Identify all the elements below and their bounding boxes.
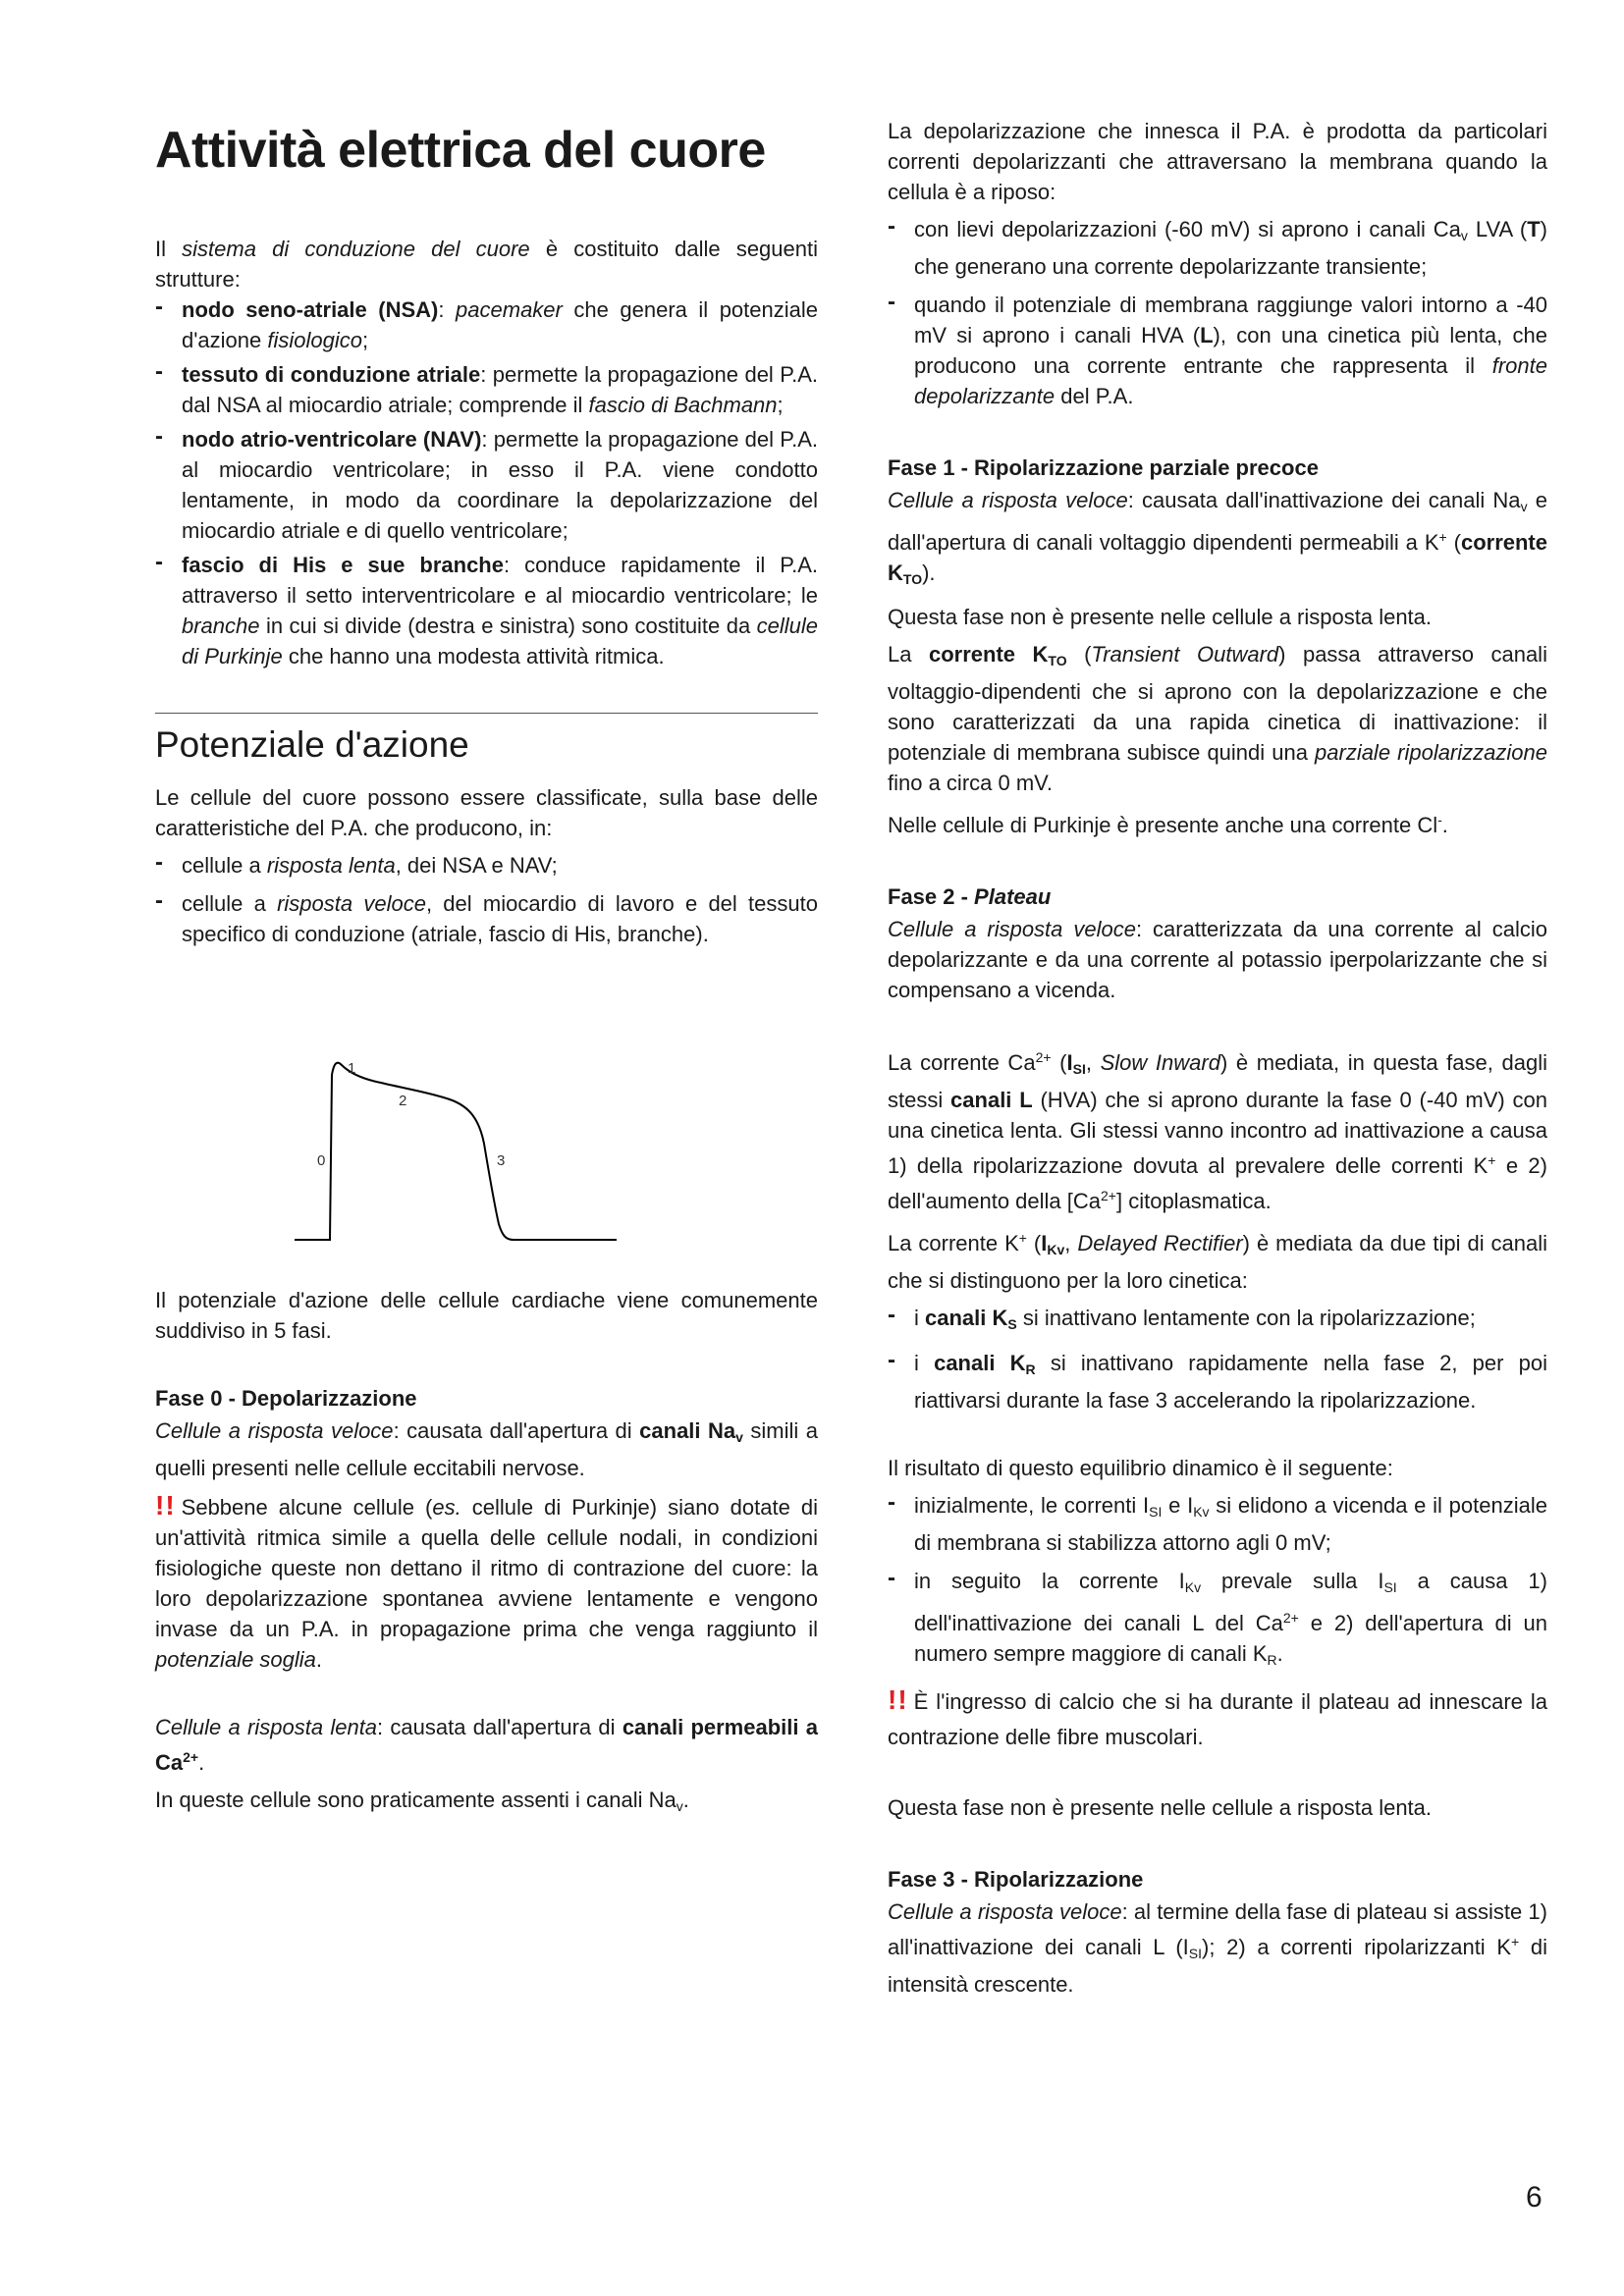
- phase-0-fast: Cellule a risposta veloce: causata dall'apertura di canali $Na_v$ simili a quelli presenti nelle cellule eccitabili nervose.: [155, 1418, 818, 1480]
- phase-label-0: 0: [317, 1152, 326, 1169]
- phase-1-fast: Cellule a risposta veloce: causata dall'inattivazione dei canali $Na_v$ e dall'apertura di canali voltaggio dipendenti permeabili a K+ (corrente $K_{TO}$).: [888, 488, 1547, 587]
- phase-2-calcium: La corrente $Ca^{2+}$ ($I_{SI}$, Slow Inward) è mediata, in questa fase, dagli stessi canali L (HVA) che si aprono durante la fase 0 (-40 mV) con una cinetica lenta. Gli stessi vanno incontro ad inattivazione a causa 1) della ripolarizzazione dovuta al prevalere delle correnti K+ e 2) dell'aumento della $[Ca^{2+}]$ citoplasmatica.: [888, 1049, 1548, 1213]
- list-item: - nodo seno-atriale (NSA): pacemaker che genera il potenziale d'azione fisiologico;: [155, 294, 818, 355]
- intro-paragraph: Il sistema di conduzione del cuore è costituito dalle seguenti strutture:: [155, 237, 818, 292]
- phase-0-slow: Cellule a risposta lenta: causata dall'apertura di canali permeabili a $Ca^{2+}$.: [155, 1715, 818, 1775]
- right-column: [888, 116, 1547, 2000]
- list-item: - quando il potenziale di membrana raggiunge valori intorno a -40 mV si aprono i canali HVA (L), con una cinetica più lenta, che producono una corrente entrante che rappresenta il fronte depolarizzante del P.A.: [888, 290, 1547, 411]
- phases-intro: Il potenziale d'azione delle cellule cardiache viene comunemente suddiviso in 5 fasi.: [155, 1288, 818, 1343]
- phase-1-kto: La corrente $K_{TO}$ (Transient Outward) passa attraverso canali voltaggio-dipendenti che si aprono con la depolarizzazione e che sono caratterizzati da una rapida cinetica di inattivazione: il potenziale di membrana subisce quindi una parziale ripolarizzazione fino a circa 0 mV.: [888, 642, 1547, 795]
- section-heading: Potenziale d'azione: [155, 724, 469, 765]
- phase-3-heading: Fase 3 - Ripolarizzazione: [888, 1867, 1144, 1892]
- left-column: [155, 116, 818, 1822]
- list-item: - cellule a risposta veloce, del miocardio di lavoro e del tessuto specifico di conduzione (atriale, fascio di His, branche).: [155, 888, 818, 949]
- phase-3-fast: Cellule a risposta veloce: al termine della fase di plateau si assiste 1) all'inattivazione dei canali L $(I_{SI})$; 2) a correnti ripolarizzanti K+ di intensità crescente.: [888, 1899, 1547, 1997]
- list-item: - nodo atrio-ventricolare (NAV): permette la propagazione del P.A. al miocardio ventricolare; in esso il P.A. viene condotto lentamente, in modo da coordinare la depolarizzazione del miocardio atriale e di quello ventricolare;: [155, 424, 818, 546]
- list-item: - inizialmente, le correnti $I_{SI}$ e $I_{Kv}$ si elidono a vicenda e il potenziale di membrana si stabilizza attorno agli 0 mV;: [888, 1490, 1547, 1558]
- phase-1-heading: Fase 1 - Ripolarizzazione parziale precoce: [888, 455, 1319, 480]
- phase-label-1: 1: [348, 1060, 356, 1077]
- list-item: - i canali $K_S$ si inattivano lentamente con la ripolarizzazione;: [888, 1303, 1547, 1340]
- phase-2-fast: Cellule a risposta veloce: caratterizzata da una corrente al calcio depolarizzante e da una corrente al potassio iperpolarizzante che si compensano a vicenda.: [888, 917, 1547, 1002]
- page-title: Attività elettrica del cuore: [155, 122, 766, 179]
- depolarizing-currents-list: [888, 214, 1547, 411]
- depolarization-intro: La depolarizzazione che innesca il P.A. è prodotta da particolari correnti depolarizzanti che attraversano la membrana quando la cellula è a riposo:: [888, 119, 1547, 204]
- phase-0-note: In queste cellule sono praticamente assenti i canali $Na_v$.: [155, 1788, 689, 1814]
- list-item: - tessuto di conduzione atriale: permette la propagazione del P.A. dal NSA al miocardio atriale; comprende il fascio di Bachmann;: [155, 359, 818, 420]
- equilibrium-list: [888, 1490, 1547, 1676]
- cell-types-list: [155, 850, 818, 949]
- list-item: - in seguito la corrente $I_{Kv}$ prevale sulla $I_{SI}$ a causa 1) dell'inattivazione dei canali L del $Ca^{2+}$ e 2) dell'apertura di un numero sempre maggiore di canali $K_R$.: [888, 1566, 1547, 1676]
- potassium-channels-list: [888, 1303, 1547, 1415]
- list-item: - fascio di His e sue branche: conduce rapidamente il P.A. attraverso il setto interventricolare e al miocardio ventricolare; le branche in cui si divide (destra e sinistra) sono costituite da cellule di Purkinje che hanno una modesta attività ritmica.: [155, 550, 818, 671]
- phase-2-heading: Fase 2 - Plateau: [888, 884, 1052, 909]
- list-item: - i canali $K_R$ si inattivano rapidamente nella fase 2, per poi riattivarsi durante la fase 3 accelerando la ripolarizzazione.: [888, 1348, 1547, 1415]
- phase-label-2: 2: [399, 1093, 407, 1109]
- list-item: - con lievi depolarizzazioni (-60 mV) si aprono i canali $Ca_v$ LVA (T) che generano una corrente depolarizzante transiente;: [888, 214, 1547, 282]
- phase-1-purkinje: Nelle cellule di Purkinje è presente anche una corrente Cl-.: [888, 812, 1448, 837]
- phase-0-heading: Fase 0 - Depolarizzazione: [155, 1386, 417, 1411]
- phase-2-note: Questa fase non è presente nelle cellule a risposta lenta.: [888, 1795, 1433, 1820]
- ap-trace: [295, 1063, 617, 1240]
- phase-0-warning: !! Sebbene alcune cellule (es. cellule di Purkinje) siano dotate di un'attività ritmica simile a quella delle cellule nodali, in condizioni fisiologiche queste non dettano il ritmo di contrazione del cuore: la loro depolarizzazione spontanea avviene lentamente e vengono invase da un P.A. in propagazione prima che venga raggiunto il potenziale soglia.: [155, 1490, 818, 1672]
- list-item: - cellule a risposta lenta, dei NSA e NAV;: [155, 850, 818, 881]
- phase-label-3: 3: [497, 1152, 506, 1169]
- phase-2-potassium: La corrente K+ ($I_{Kv}$, Delayed Rectifier) è mediata da due tipi di canali che si distinguono per la loro cinetica:: [888, 1230, 1548, 1293]
- section-paragraph: Le cellule del cuore possono essere classificate, sulla base delle caratteristiche del P.A. che producono, in:: [155, 785, 818, 840]
- conduction-structures-list: [155, 294, 818, 671]
- warning-icon: !!: [155, 1490, 176, 1521]
- phase-2-warning: !! È l'ingresso di calcio che si ha durante il plateau ad innescare la contrazione delle fibre muscolari.: [888, 1684, 1547, 1749]
- action-potential-figure: [155, 949, 818, 1273]
- phase-2-result: Il risultato di questo equilibrio dinamico è il seguente:: [888, 1456, 1393, 1480]
- page-number: 6: [1526, 2181, 1543, 2214]
- action-potential-curve: [283, 967, 676, 1261]
- phase-1-note: Questa fase non è presente nelle cellule a risposta lenta.: [888, 605, 1433, 629]
- warning-icon: !!: [888, 1684, 908, 1715]
